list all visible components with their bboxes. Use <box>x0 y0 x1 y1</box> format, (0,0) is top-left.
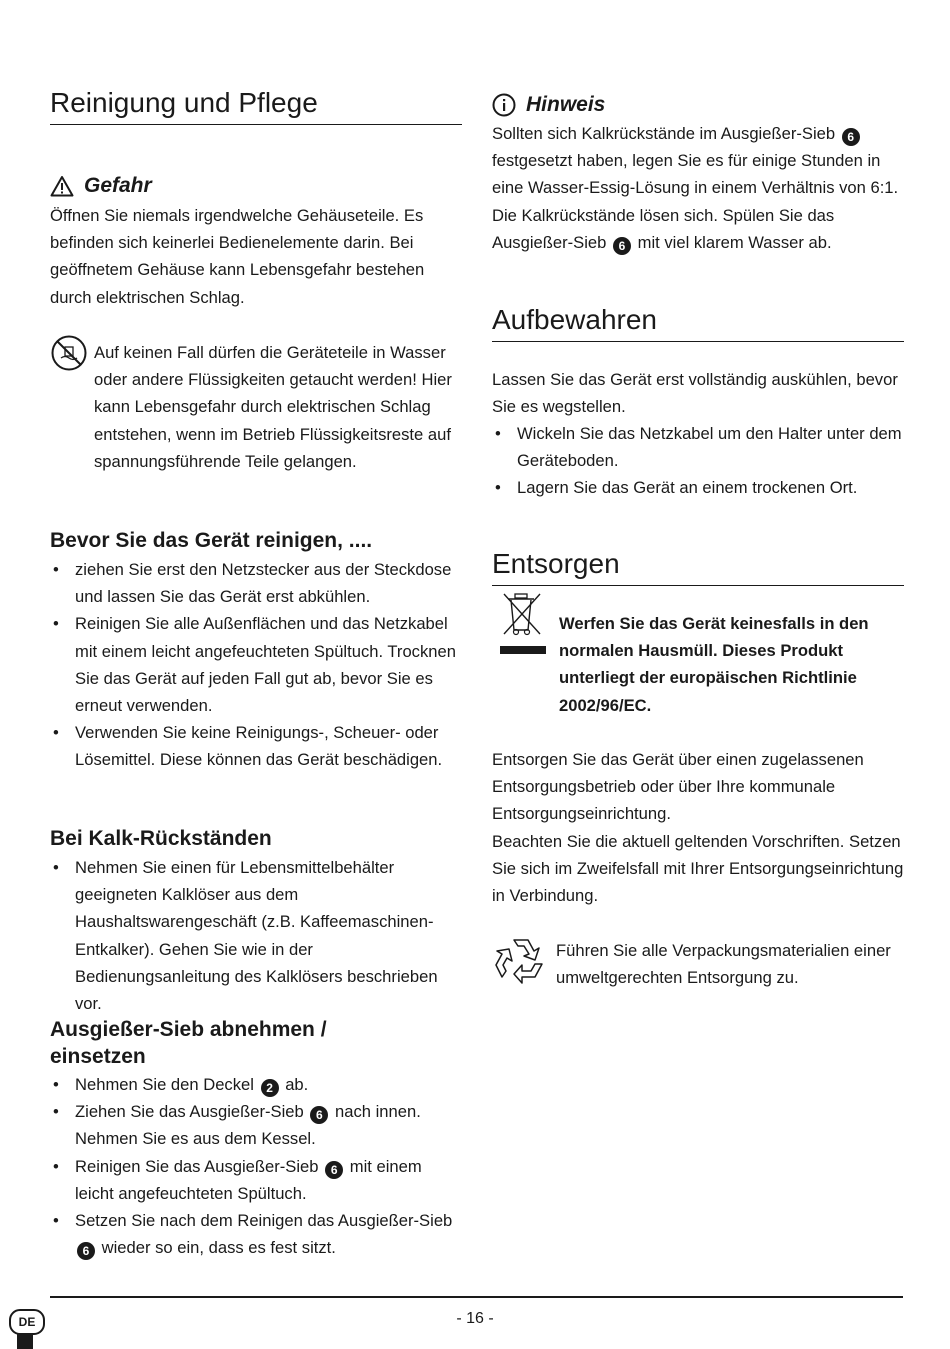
list-item: • Nehmen Sie den Deckel 2 ab. <box>50 1071 462 1098</box>
part-number-badge: 6 <box>77 1242 95 1260</box>
entsorgen-text-2: Beachten Sie die aktuell geltenden Vorschriften. Setzen Sie sich im Zweifelsfall mit Ihrer Entsorgungseinrichtung in Verbindung. <box>492 832 904 906</box>
bevor-heading: Bevor Sie das Gerät reinigen, .... <box>50 529 373 552</box>
gefahr-text: Öffnen Sie niemals irgendwelche Gehäuseteile. Es befinden sich keinerlei Bedienelemente darin. Bei geöffnetem Gehäuse kann Lebensgefahr bestehen durch elektrischen Schlag. <box>50 206 425 307</box>
language-tab-marker <box>17 1333 33 1349</box>
hinweis-heading <box>492 90 605 120</box>
weee-text: Werfen Sie das Gerät keinesfalls in den normalen Hausmüll. Dieses Produkt unterliegt der europäischen Richtlinie 2002/96/EC. <box>559 614 869 715</box>
no-immersion-text: Auf keinen Fall dürfen die Geräteteile in Wasser oder andere Flüssigkeiten getaucht werden! Hier kann Lebensgefahr durch elektrischen Schlag entstehen, wenn im Betrieb Flüssigkeitsreste auf spannungsführende Teile gelangen. <box>94 343 452 471</box>
entsorgen-text-1: Entsorgen Sie das Gerät über einen zugelassenen Entsorgungsbetrieb oder über Ihre kommunale Entsorgungseinrichtung. <box>492 750 864 824</box>
bevor-list <box>50 556 462 774</box>
no-immersion-icon <box>50 334 88 372</box>
sieb-list <box>50 1071 462 1261</box>
recycle-icon <box>494 934 548 988</box>
part-number-badge: 6 <box>613 237 631 255</box>
list-item: • Reinigen Sie alle Außenflächen und das Netzkabel mit einem leicht angefeuchteten Spültuch. Trocknen Sie das Gerät auf jeden Fall gut ab, bevor Sie es erneut verwenden. <box>50 610 462 719</box>
sieb-heading: Ausgießer-Sieb abnehmen / einsetzen <box>50 1018 327 1068</box>
list-item: • ziehen Sie erst den Netzstecker aus der Steckdose und lassen Sie das Gerät erst abkühlen. <box>50 556 462 610</box>
part-number-badge: 6 <box>325 1161 343 1179</box>
part-number-badge: 2 <box>261 1079 279 1097</box>
section-title-entsorgen: Entsorgen <box>492 547 904 586</box>
section-title-aufbewahren: Aufbewahren <box>492 303 904 342</box>
kalk-heading: Bei Kalk-Rückständen <box>50 827 272 850</box>
page-number: - 16 - <box>456 1310 494 1327</box>
footer-divider <box>50 1296 903 1298</box>
list-item: • Wickeln Sie das Netzkabel um den Halter unter dem Geräteboden. <box>492 420 904 474</box>
warning-triangle-icon <box>50 175 74 197</box>
list-item: • Nehmen Sie einen für Lebensmittelbehälter geeigneten Kalklöser aus dem Haushaltswarengeschäft (z.B. Kaffeemaschinen-Entkalker). Gehen Sie wie in der Bedienungsanleitung des Kalklösers beschrieben vor. <box>50 854 462 1017</box>
part-number-badge: 6 <box>842 128 860 146</box>
kalk-list <box>50 854 462 1017</box>
language-badge: DE <box>9 1309 45 1335</box>
gefahr-title: Gefahr <box>84 174 152 197</box>
aufbewahren-list <box>492 420 904 502</box>
hinweis-title: Hinweis <box>526 93 606 116</box>
part-number-badge: 6 <box>310 1106 328 1124</box>
hinweis-text: Sollten sich Kalkrückstände im Ausgießer-Sieb 6 festgesetzt haben, legen Sie es für einige Stunden in eine Wasser-Essig-Lösung in einem Verhältnis von 6:1. Die Kalkrückstände lösen sich. Spülen Sie das Ausgießer-Sieb 6 mit viel klarem Wasser ab. <box>492 124 899 253</box>
recycle-text: Führen Sie alle Verpackungsmaterialien einer umweltgerechten Entsorgung zu. <box>556 941 891 988</box>
section-title-reinigung: Reinigung und Pflege <box>50 86 462 125</box>
list-item: • Ziehen Sie das Ausgießer-Sieb 6 nach innen. Nehmen Sie es aus dem Kessel. <box>50 1098 462 1152</box>
gefahr-heading <box>50 171 152 201</box>
list-item: • Verwenden Sie keine Reinigungs-, Scheuer- oder Lösemittel. Diese können das Gerät beschädigen. <box>50 719 462 773</box>
aufbewahren-intro: Lassen Sie das Gerät erst vollständig auskühlen, bevor Sie es wegstellen. <box>492 370 898 417</box>
list-item: • Setzen Sie nach dem Reinigen das Ausgießer-Sieb 6 wieder so ein, dass es fest sitzt. <box>50 1207 462 1261</box>
info-icon <box>492 93 516 117</box>
list-item: • Reinigen Sie das Ausgießer-Sieb 6 mit einem leicht angefeuchteten Spültuch. <box>50 1153 462 1207</box>
list-item: • Lagern Sie das Gerät an einem trockenen Ort. <box>492 474 904 501</box>
crossed-bin-icon <box>500 590 546 658</box>
